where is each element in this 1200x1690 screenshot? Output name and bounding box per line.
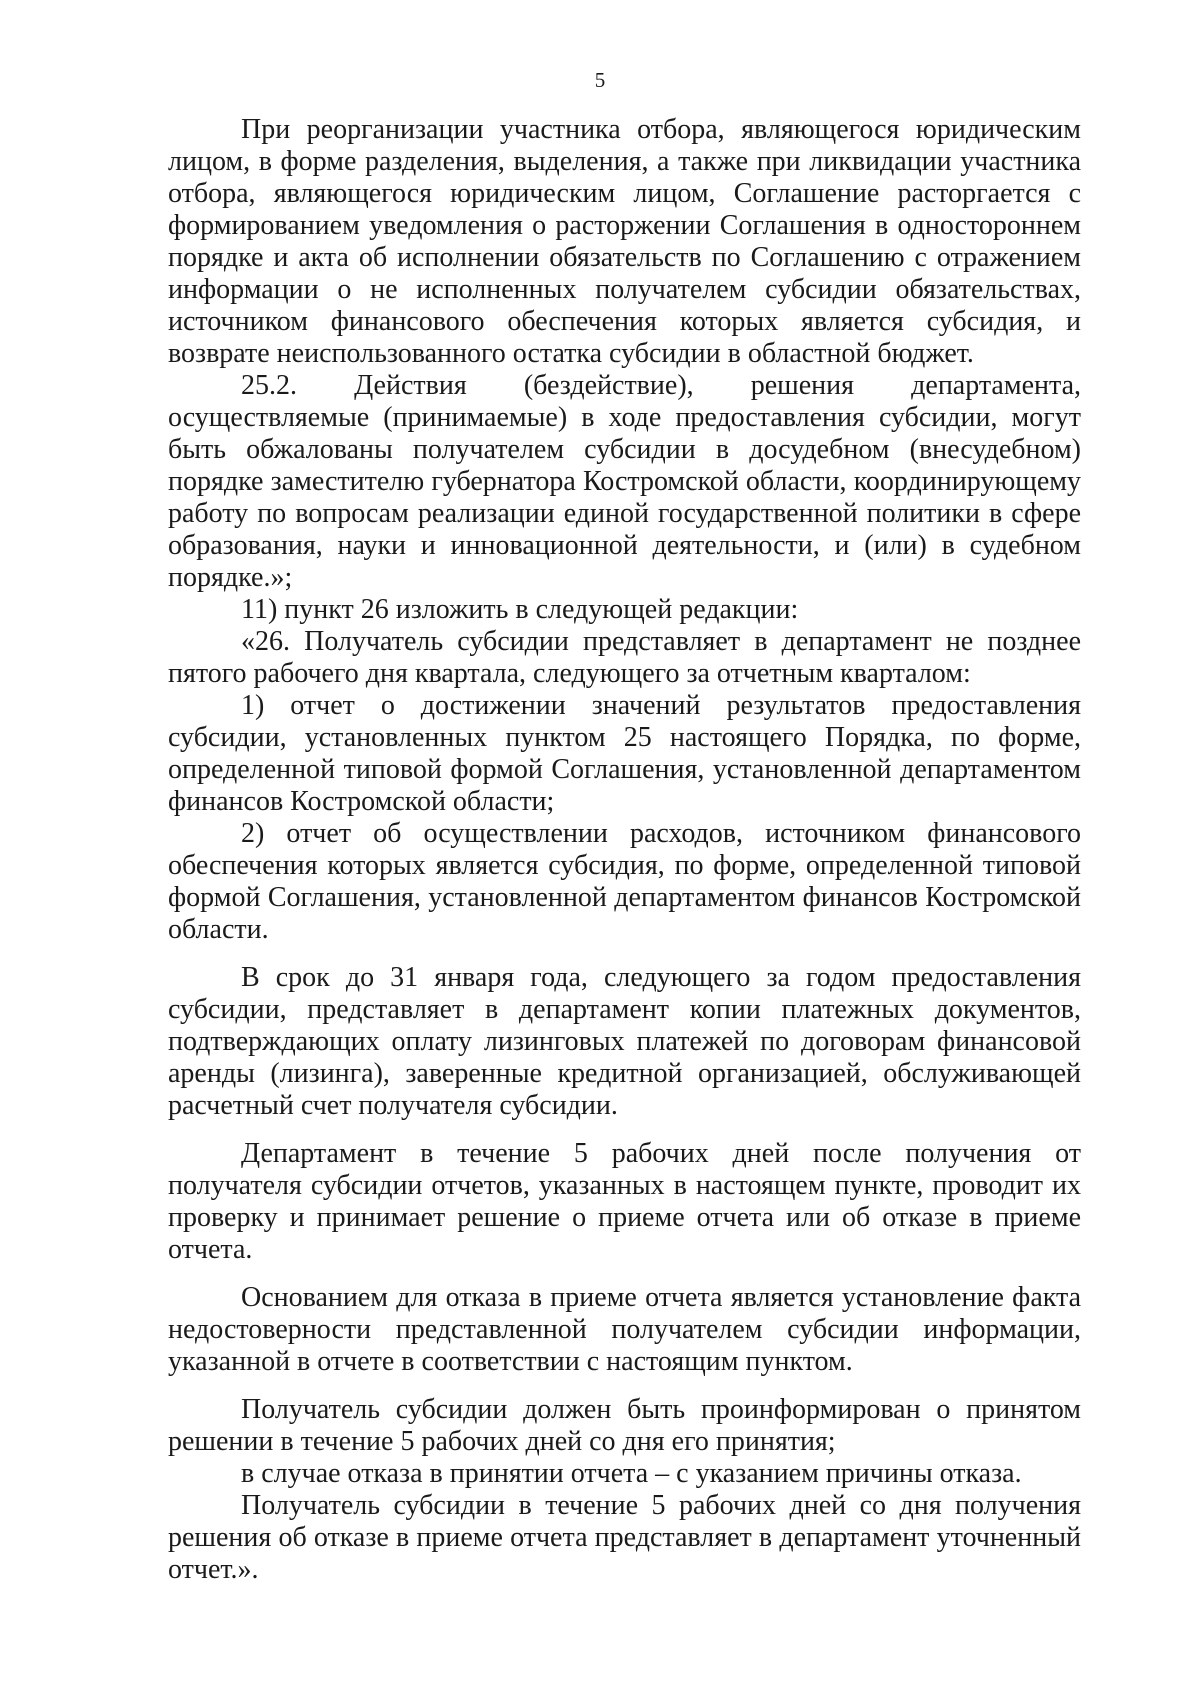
paragraph-26: «26. Получатель субсидии представляет в департамент не позднее пятого рабочего дня квартала, следующего за отчетным кварталом: [168,626,1081,689]
page-number: 5 [594,68,606,92]
paragraph-review: Департамент в течение 5 рабочих дней после получения от получателя субсидии отчетов, указанных в настоящем пункте, проводит их проверку и принимает решение о приеме отчета или об отказе в приеме отчета. [168,1138,1081,1265]
paragraph-deadline: В срок до 31 января года, следующего за годом предоставления субсидии, представляет в департамент копии платежных документов, подтверждающих оплату лизинговых платежей по договорам финансовой аренды (лизинга), заверенные кредитной организацией, обслуживающей расчетный счет получателя субсидии. [168,962,1081,1121]
paragraph-reorganization: При реорганизации участника отбора, являющегося юридическим лицом, в форме разделения, выделения, а также при ликвидации участника отбора, являющегося юридическим лицом, Соглашение расторгается с формированием уведомления о расторжении Соглашения в одностороннем порядке и акта об исполнении обязательств по Соглашению с отражением информации о не исполненных получателем субсидии обязательствах, источником финансового обеспечения которых является субсидия, и возврате неиспользованного остатка субсидии в областной бюджет. [168,114,1081,369]
paragraph-report-1: 1) отчет о достижении значений результатов предоставления субсидии, установленных пунктом 25 настоящего Порядка, по форме, определенной типовой формой Соглашения, установленной департаментом финансов Костромской области; [168,690,1081,817]
document-body [168,114,1081,1586]
paragraph-item-11: 11) пункт 26 изложить в следующей редакции: [241,594,799,625]
paragraph-report-2: 2) отчет об осуществлении расходов, источником финансового обеспечения которых является субсидия, по форме, определенной типовой формой Соглашения, установленной департаментом финансов Костромской области. [168,818,1081,945]
paragraph-notification: Получатель субсидии должен быть проинформирован о принятом решении в течение 5 рабочих дней со дня его принятия; [168,1394,1081,1457]
paragraph-25-2: 25.2. Действия (бездействие), решения департамента, осуществляемые (принимаемые) в ходе предоставления субсидии, могут быть обжалованы получателем субсидии в досудебном (внесудебном) порядке заместителю губернатора Костромской области, координирующему работу по вопросам реализации единой государственной политики в сфере образования, науки и инновационной деятельности, и (или) в судебном порядке.»; [168,370,1081,593]
paragraph-refusal-grounds: Основанием для отказа в приеме отчета является установление факта недостоверности представленной получателем субсидии информации, указанной в отчете в соответствии с настоящим пунктом. [168,1282,1081,1377]
paragraph-corrected-report: Получатель субсидии в течение 5 рабочих дней со дня получения решения об отказе в приеме отчета представляет в департамент уточненный отчет.». [168,1490,1081,1585]
paragraph-refusal-reason: в случае отказа в принятии отчета – с указанием причины отказа. [241,1458,1022,1489]
